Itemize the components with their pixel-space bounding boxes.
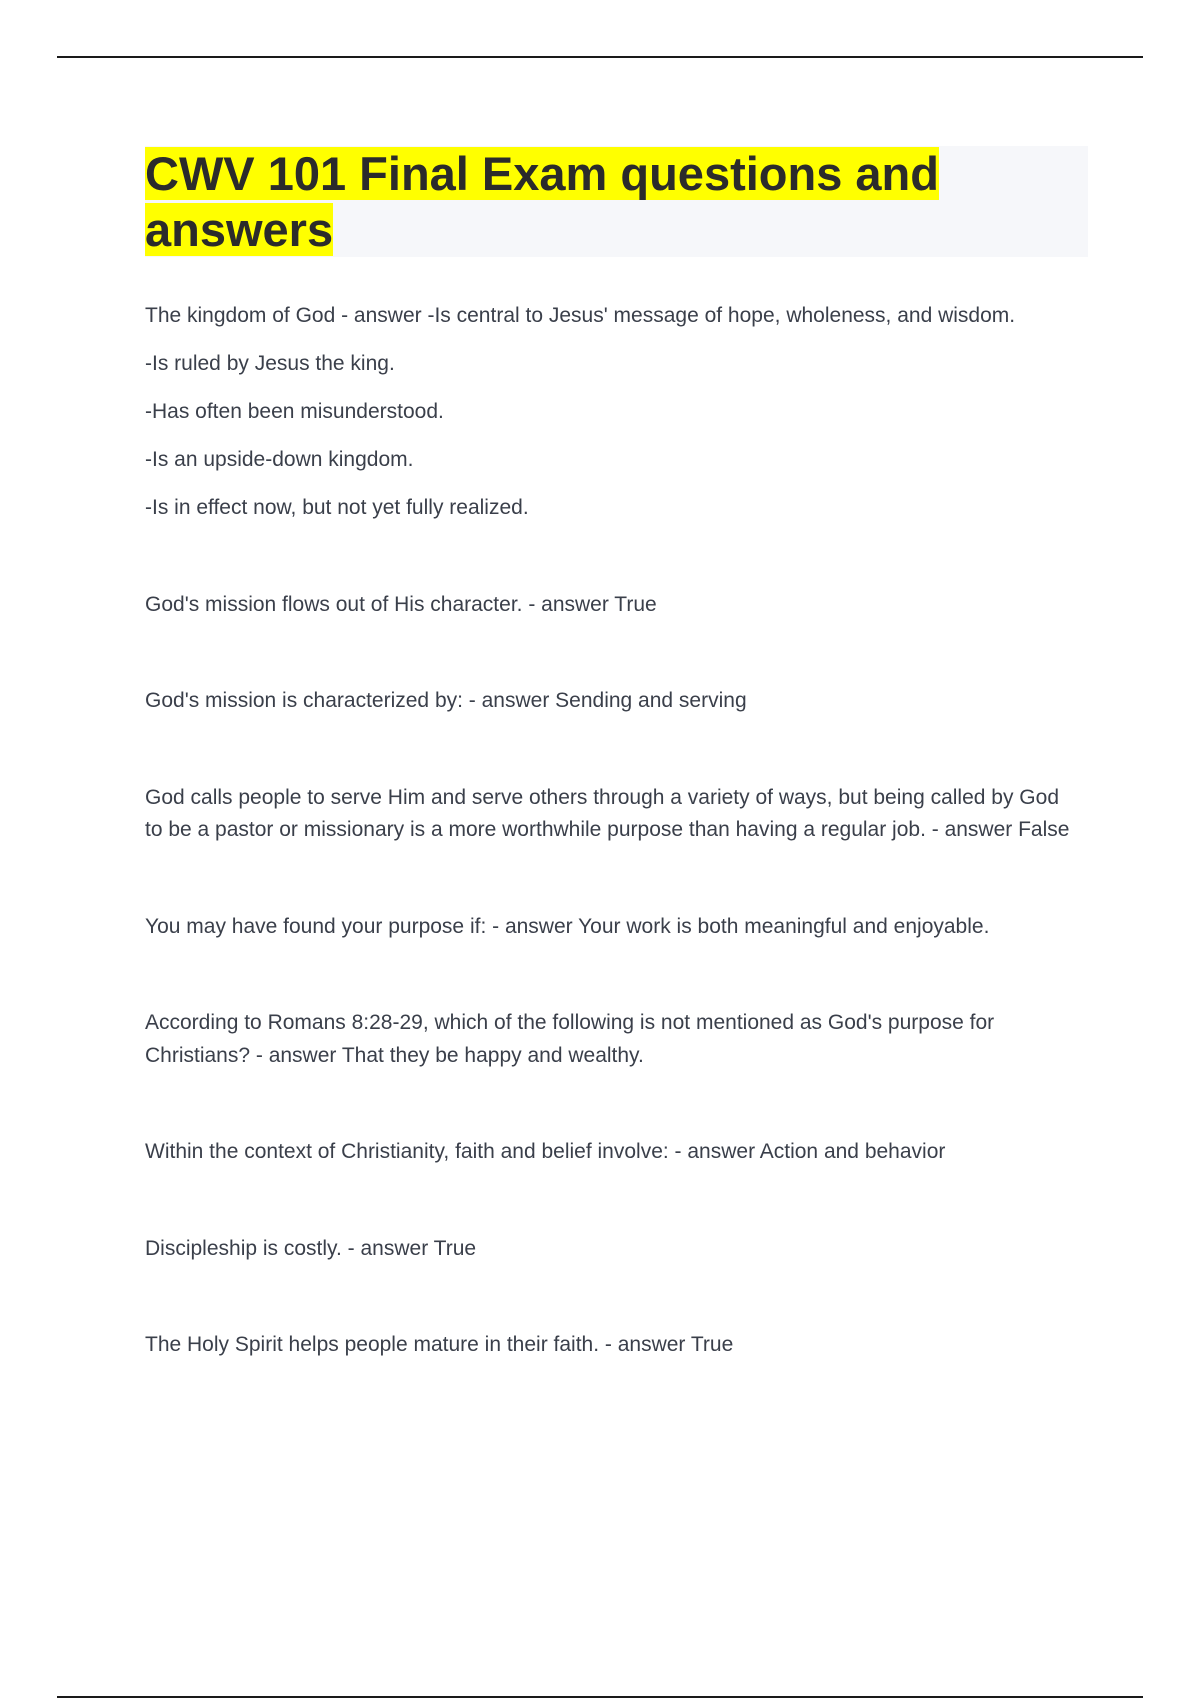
qa-text: You may have found your purpose if: - answer Your work is both meaningful and enjoyable. xyxy=(145,914,990,938)
qa-text: God's mission flows out of His character. - answer True xyxy=(145,592,657,616)
qa-entry-6 xyxy=(145,1007,1075,1072)
header-rule xyxy=(57,56,1143,58)
qa-entry-7 xyxy=(145,1136,1075,1169)
qa-entry-1 xyxy=(145,300,1075,525)
qa-entry-3 xyxy=(145,685,1075,718)
title-block xyxy=(145,146,1088,257)
qa-sub-line: -Is an upside-down kingdom. xyxy=(145,448,414,471)
qa-text: The kingdom of God - answer -Is central to Jesus' message of hope, wholeness, and wisdom. xyxy=(145,304,1016,327)
qa-entry-8 xyxy=(145,1233,1075,1266)
document-title xyxy=(145,146,975,258)
qa-entry-4 xyxy=(145,782,1075,847)
qa-entry-5 xyxy=(145,911,1075,944)
qa-list xyxy=(145,300,1075,1362)
qa-text: The Holy Spirit helps people mature in their faith. - answer True xyxy=(145,1333,734,1356)
qa-sub-line: -Is in effect now, but not yet fully realized. xyxy=(145,496,529,519)
qa-entry-2 xyxy=(145,589,1075,622)
qa-text: Discipleship is costly. - answer True xyxy=(145,1236,477,1260)
qa-text: According to Romans 8:28-29, which of the following is not mentioned as God's purpose for Christians? - answer That they be happy and wealthy. xyxy=(145,1011,995,1067)
qa-text: God calls people to serve Him and serve others through a variety of ways, but being called by God to be a pastor or missionary is a more worthwhile purpose than having a regular job. - answer False xyxy=(145,785,1070,841)
title-highlight: CWV 101 Final Exam questions and answers xyxy=(145,147,939,256)
qa-entry-9 xyxy=(145,1329,1075,1362)
qa-sub-line: -Is ruled by Jesus the king. xyxy=(145,352,395,375)
qa-text: Within the context of Christianity, faith and belief involve: - answer Action and behavior xyxy=(145,1140,946,1163)
footer-rule xyxy=(57,1696,1143,1698)
qa-sub-line: -Has often been misunderstood. xyxy=(145,400,444,423)
qa-text: God's mission is characterized by: - answer Sending and serving xyxy=(145,689,747,712)
